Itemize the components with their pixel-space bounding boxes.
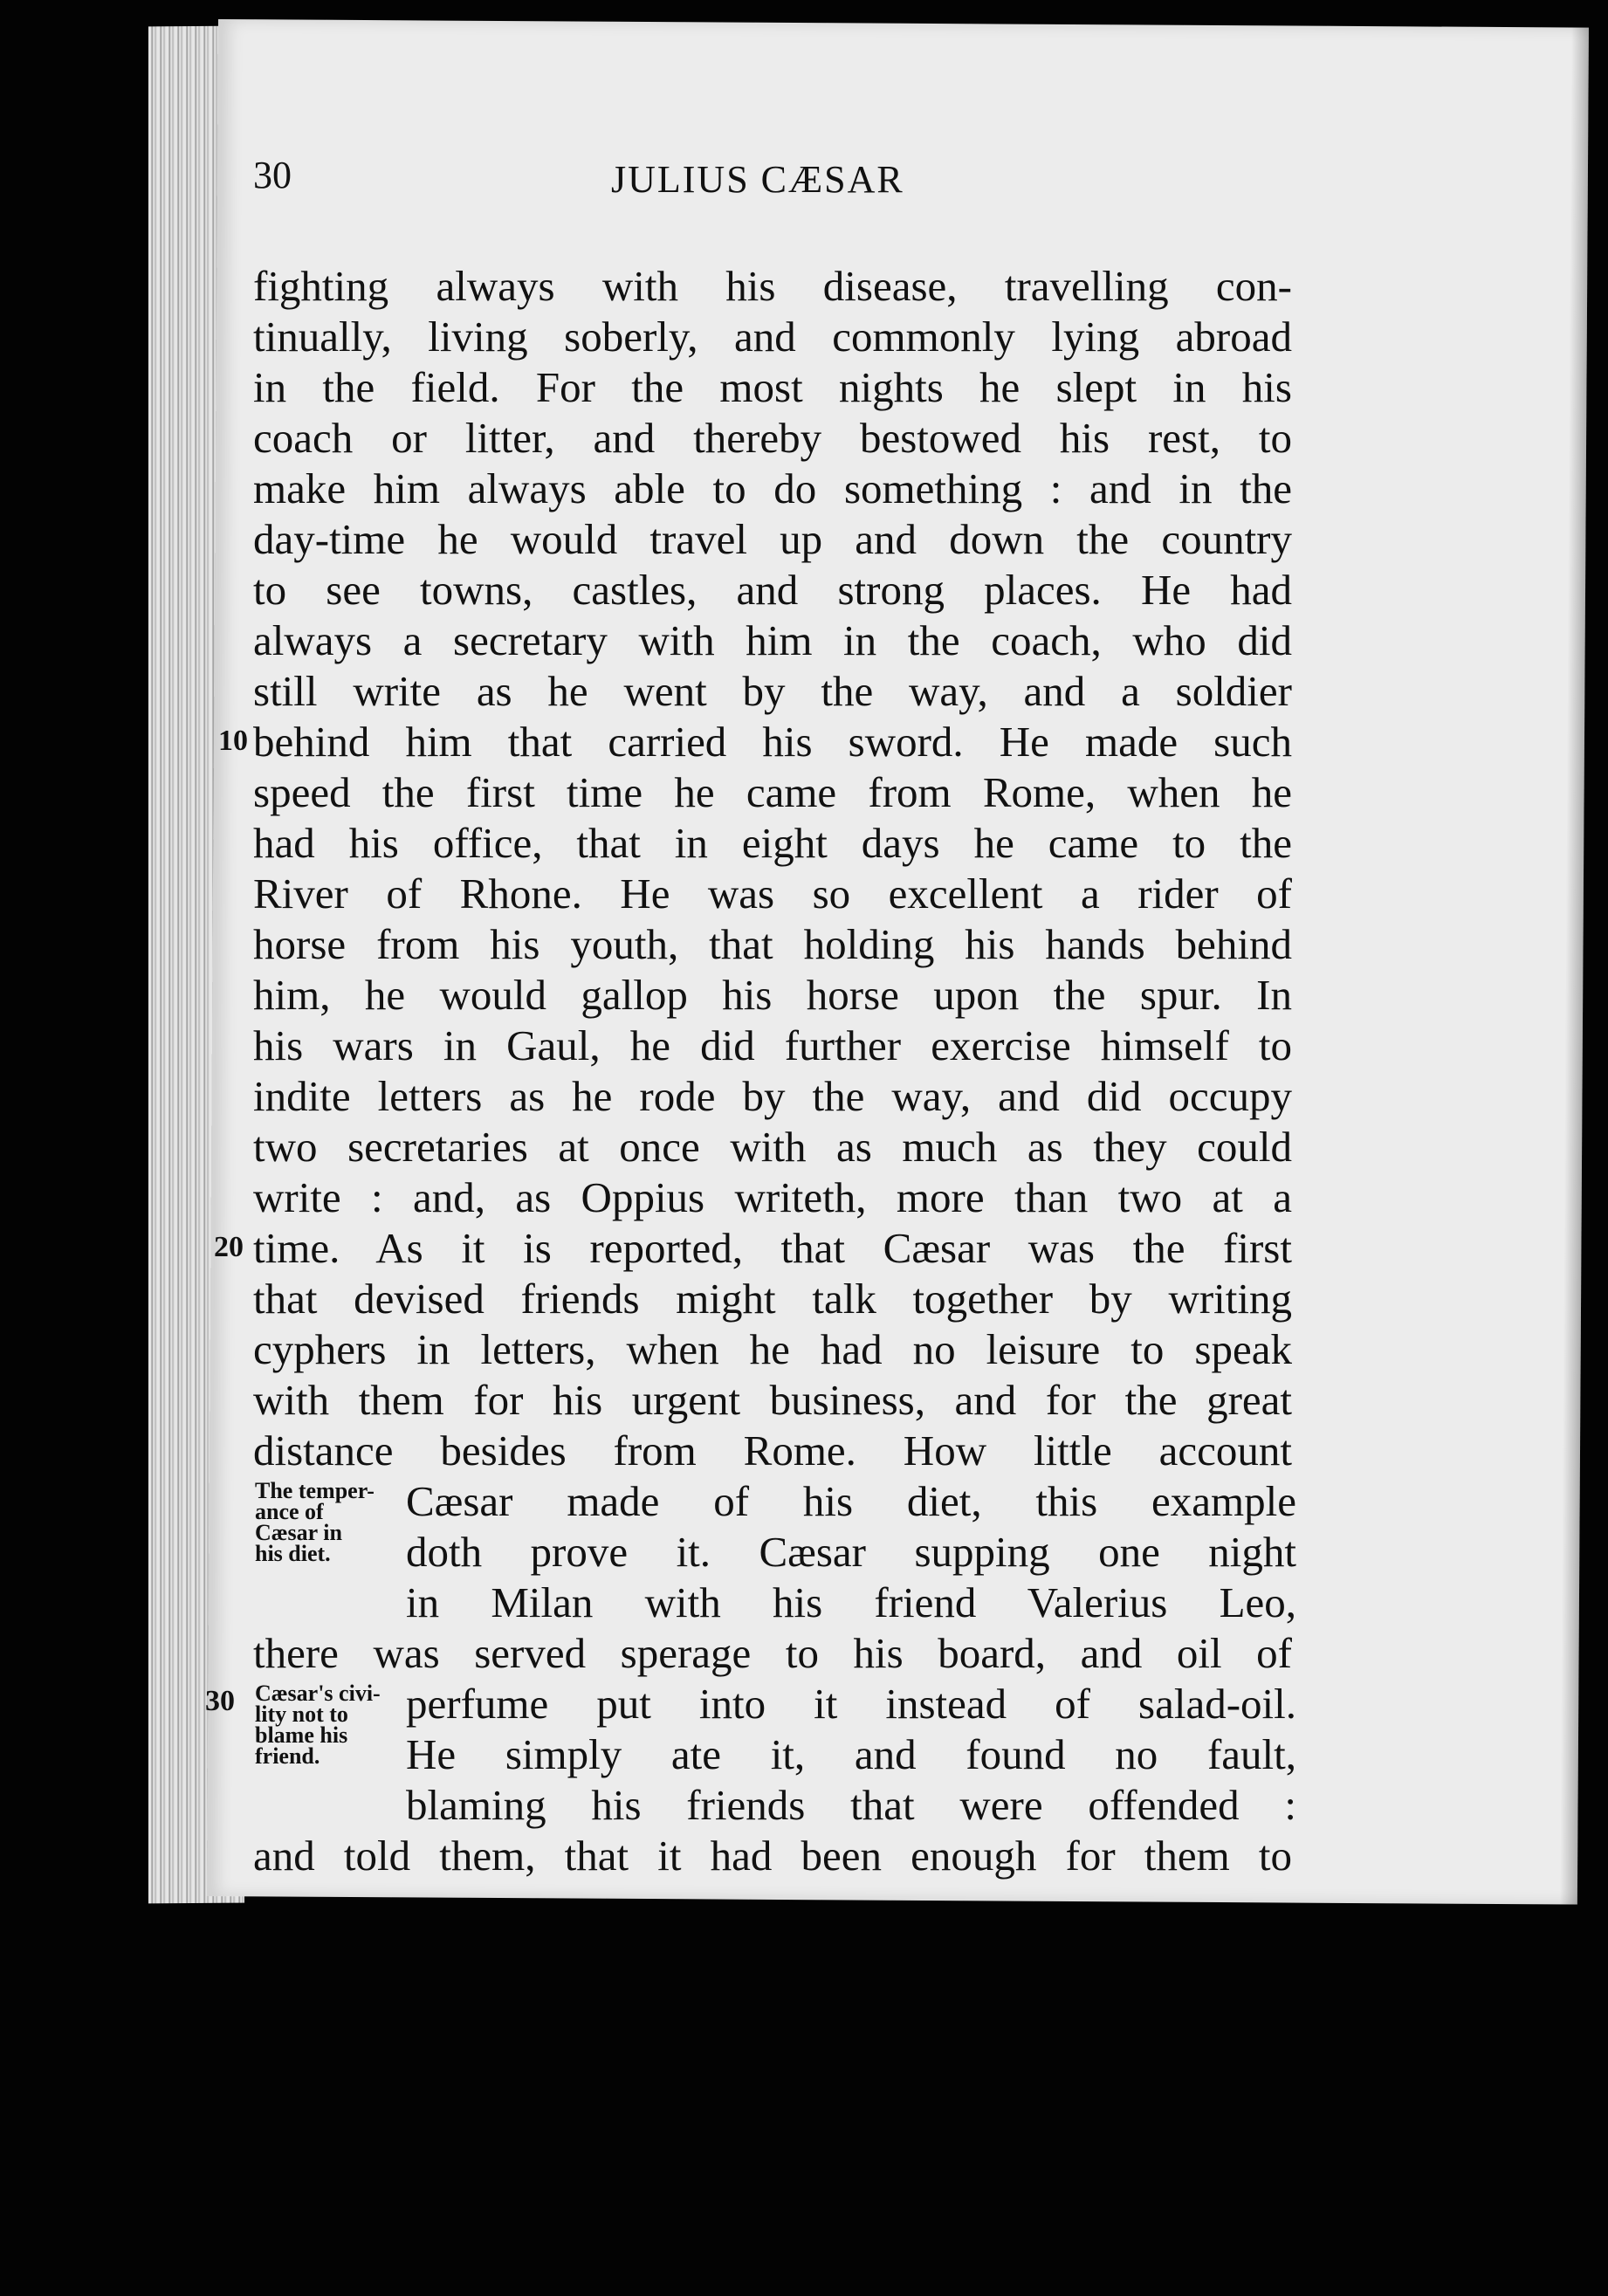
- text-line: in the field. For the most nights he slept in his: [253, 363, 1292, 411]
- margin-note: [255, 1683, 395, 1767]
- text-line: time. As it is reported, that Cæsar was the first: [253, 1224, 1292, 1272]
- text-line: cyphers in letters, when he had no leisure to speak: [253, 1325, 1292, 1373]
- text-line: write : and, as Oppius writeth, more than two at a: [253, 1173, 1292, 1221]
- text-line: with them for his urgent business, and for the great: [253, 1376, 1292, 1424]
- text-line: still write as he went by the way, and a soldier: [253, 667, 1292, 715]
- margin-note-line: ance of: [255, 1499, 324, 1524]
- text-line: River of Rhone. He was so excellent a rider of: [253, 870, 1292, 918]
- text-line: fighting always with his disease, travelling con-: [253, 262, 1292, 310]
- margin-note-line: Cæsar's civi-: [255, 1681, 381, 1706]
- text-line: He simply ate it, and found no fault,: [406, 1730, 1296, 1778]
- text-line: had his office, that in eight days he came to the: [253, 819, 1292, 867]
- margin-note-line: The temper-: [255, 1478, 375, 1503]
- margin-note-line: his diet.: [255, 1541, 331, 1566]
- running-head: JULIUS CÆSAR: [611, 158, 904, 201]
- text-line: doth prove it. Cæsar supping one night: [406, 1528, 1296, 1576]
- text-line: distance besides from Rome. How little account: [253, 1426, 1292, 1475]
- text-line: that devised friends might talk together by writing: [253, 1275, 1292, 1323]
- text-line: his wars in Gaul, he did further exercise himself to: [253, 1021, 1292, 1069]
- text-line: two secretaries at once with as much as they could: [253, 1123, 1292, 1171]
- text-line: behind him that carried his sword. He made such: [253, 718, 1292, 766]
- text-line: indite letters as he rode by the way, and did occupy: [253, 1072, 1292, 1120]
- text-line: him, he would gallop his horse upon the spur. In: [253, 971, 1292, 1019]
- text-line: and told them, that it had been enough for them to: [253, 1832, 1292, 1880]
- text-line: Cæsar made of his diet, this example: [406, 1477, 1296, 1525]
- margin-note-line: lity not to: [255, 1701, 348, 1727]
- margin-note-line: friend.: [255, 1743, 320, 1769]
- line-number: 20: [214, 1231, 244, 1263]
- text-line: day-time he would travel up and down the country: [253, 515, 1292, 563]
- text-line: speed the first time he came from Rome, when he: [253, 768, 1292, 816]
- text-line: to see towns, castles, and strong places. He had: [253, 566, 1292, 614]
- text-line: make him always able to do something : and in the: [253, 464, 1292, 512]
- line-number: 30: [205, 1685, 235, 1717]
- text-line: perfume put into it instead of salad-oil.: [406, 1680, 1296, 1728]
- line-number: 10: [218, 725, 248, 757]
- margin-note-line: Cæsar in: [255, 1520, 342, 1545]
- text-line: always a secretary with him in the coach, who did: [253, 616, 1292, 664]
- page-edge-shadow: [1560, 27, 1589, 1904]
- text-line: coach or litter, and thereby bestowed his rest, to: [253, 414, 1292, 462]
- text-line: tinually, living soberly, and commonly lying abroad: [253, 313, 1292, 361]
- text-line: there was served sperage to his board, and oil of: [253, 1629, 1292, 1677]
- margin-note: [255, 1478, 395, 1566]
- text-line: horse from his youth, that holding his hands behind: [253, 920, 1292, 968]
- margin-note-line: blame his: [255, 1722, 348, 1748]
- page-number: 30: [253, 154, 292, 196]
- text-line: blaming his friends that were offended :: [406, 1781, 1296, 1829]
- text-line: in Milan with his friend Valerius Leo,: [406, 1578, 1296, 1626]
